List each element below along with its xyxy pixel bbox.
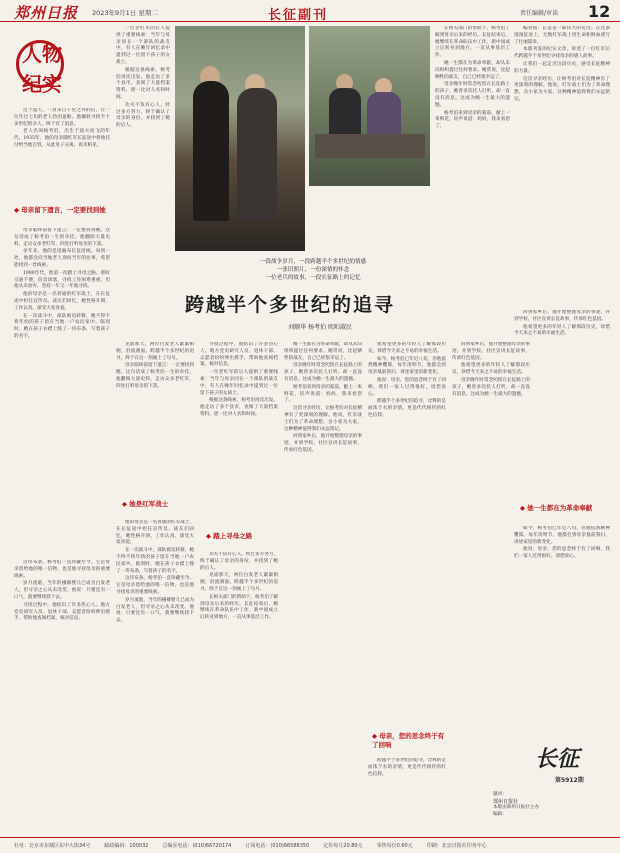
column-1b bbox=[14, 560, 110, 830]
editor-box bbox=[493, 792, 615, 818]
paragraph: 见面那天，两位白发老人紧紧相拥，泪流满面。跨越半个多世纪的追寻，终于在这一刻画上了句号。 bbox=[116, 342, 194, 361]
person-figure bbox=[193, 81, 229, 221]
column-1a bbox=[14, 228, 110, 558]
paragraph: 他的母亲是一名普通的红军战士，在长征途中担任宣传员。战友们回忆，她性格开朗，工作认真，深受大家喜爱。 bbox=[116, 520, 194, 546]
page-header bbox=[0, 0, 620, 22]
paragraph: 杨考伯来到母亲的墓前，献上一束鲜花，轻声说道：妈妈，我来看您了。 bbox=[284, 384, 362, 404]
paragraph: 他的母亲是一名普通的红军战士，在长征途中担任宣传员。战友们回忆，她性格开朗，工作认真，深受大家喜爱。 bbox=[14, 292, 110, 311]
column-3-bottom bbox=[200, 552, 278, 830]
column-2-bottom bbox=[116, 520, 194, 830]
column-2-top bbox=[116, 26, 170, 256]
paragraph: 在相关部门的帮助下，杨考伯了解到母亲后来的经历。长征结束后，她继续在革命队伍中工作，新中国成立后转业到地方，一直从事基层工作。 bbox=[435, 26, 510, 59]
subhead-2: ◆ 她是红军战士 bbox=[122, 500, 192, 509]
column-4-top bbox=[514, 26, 610, 306]
footer-monthly-price: 定价每月20.80元 bbox=[323, 843, 363, 849]
paragraph: 见面那天，两位白发老人紧紧相拥，泪流满面。跨越半个多世纪的追寻，终于在这一刻画上了句号。 bbox=[200, 573, 278, 592]
column-3-top bbox=[435, 26, 510, 284]
paragraph: 在相关部门的帮助下，杨考伯了解到母亲后来的经历。长征结束后，她继续在革命队伍中工作，新中国成立后转业到地方，一直从事基层工作。 bbox=[200, 594, 278, 621]
paragraph: 回到家乡后，他开始整理母亲的事迹，并到学校、社区宣讲长征故事，传承红色基因。 bbox=[284, 434, 362, 453]
subhead-5: ◆ 母亲，您的思念终于有了回响 bbox=[372, 732, 446, 750]
paragraph: 在一次战斗中，部队被迫转移，她不得不将年幼的孩子留在当地一户农民家中。临别时，她在孩子衣襟上缝了一块布条，写着孩子的名字。 bbox=[14, 313, 110, 339]
footer-retail-price: 零售每份0.60元 bbox=[376, 843, 413, 849]
paragraph: 如今，杨考伯已年近八旬，但他依然精神矍铄。每年清明节，他都会到母亲墓前祭扫，讲述家里的新变化。 bbox=[368, 356, 446, 376]
masthead: 郑州日报 bbox=[14, 4, 79, 22]
paragraph: 岁月流逝，当年的襁褓婴儿已成为白发老人，但寻亲之心从未改变。他说：只要还有一口气，就要继续找下去。 bbox=[116, 597, 194, 624]
paragraph: 一位老红军的后人提供了重要线索：当年与母亲同在一个部队的战友中，有人在晚年回忆录中提到过一位留下孩子的女战士。 bbox=[116, 26, 170, 65]
paragraph: 母亲晚年时常念叨留在长征路上的孩子，她曾多次托人打听，却一直没有消息。这成为她一生最大的遗憾。 bbox=[284, 363, 362, 382]
page-number: 12 bbox=[588, 2, 611, 21]
footer-postcode: 邮政编码：100032 bbox=[104, 843, 149, 849]
column-5-bottom bbox=[368, 758, 446, 830]
paragraph: 回到家乡后，他开始整理母亲的事迹，并到学校、社区宣讲长征故事，传承红色基因。 bbox=[514, 310, 610, 322]
bench-photo bbox=[309, 26, 430, 186]
paragraph: 母亲晚年时常念叨留在长征路上的孩子，她曾多次托人打听，却一直没有消息。这成为她一生最大的遗憾。 bbox=[452, 377, 530, 397]
photo-captions bbox=[188, 258, 438, 282]
paragraph: 一位老红军的后人提供了重要线索：当年与母亲同在一个部队的战友中，有人在晚年回忆录中提到过一位留下孩子的女战士。 bbox=[200, 370, 278, 396]
paragraph: 他希望更多的年轻人了解那段历史，珍惜今天来之不易的幸福生活。 bbox=[452, 363, 530, 376]
couple-portrait-photo bbox=[175, 26, 305, 251]
subhead-4: ◆ 她一生都在为革命奉献 bbox=[520, 504, 610, 513]
bench bbox=[315, 134, 425, 158]
paragraph: 他说：母亲，您的思念终于有了回响，我们一家人过得很好，请您放心。 bbox=[514, 547, 610, 560]
caption-line: 一段战争岁月，一段跨越半个多世纪的情感 bbox=[259, 259, 367, 265]
issue-number: 第5912期 bbox=[555, 777, 584, 784]
paragraph: 跨越半个多世纪的追寻，诠释的是血浓于水的亲情，更是代代相传的红色信仰。 bbox=[368, 758, 446, 777]
footer-printer: 印刷：北京日报社印务中心 bbox=[426, 843, 487, 849]
editor-box-editor: 编辑： bbox=[493, 811, 507, 817]
paragraph: 编者按：长征是一部伟大的史诗。在这条漫漫征途上，无数红军战士用生命和鲜血谱写了壮丽篇章。 bbox=[514, 26, 610, 45]
paragraph: 他说：母亲，您的思念终于有了回响，我们一家人过得很好，请您放心。 bbox=[368, 377, 446, 397]
calligraphy-signature: 长征 bbox=[535, 746, 580, 772]
person-figure bbox=[237, 88, 277, 220]
paragraph: 杨考伯来到母亲的墓前，献上一束鲜花，轻声说道：妈妈，我来看您了。 bbox=[435, 110, 510, 130]
column-3-lower bbox=[200, 342, 278, 527]
footer-address: 社址：北京市东城区东中大街34号 bbox=[14, 843, 91, 849]
paragraph: 岁月流逝，当年的襁褓婴儿已成为白发老人，但寻亲之心从未改变。他说：只要还有一口气，就要继续找下去。 bbox=[14, 581, 110, 600]
article-byline: 刘顺华 杨考伯 欧阳淑民 bbox=[288, 324, 352, 331]
paragraph: 她一生都在为革命奉献，却从未向组织提过任何要求。她常说，比起牺牲的战友，自己已经很幸运了。 bbox=[435, 60, 510, 80]
editor-box-note: 本版由郑州日报社主办 bbox=[493, 805, 539, 810]
paragraph: 他希望更多的年轻人了解那段历史，珍惜今天来之不易的幸福生活。 bbox=[368, 342, 446, 354]
paragraph: 母亲临终前留下遗言：一定要找到她。这句话成了杨考伯一生的牵挂。他翻阅大量史料，走访众多老红军，四处打听母亲的下落。 bbox=[14, 228, 110, 247]
editor-box-title: 题词： bbox=[493, 792, 507, 797]
paragraph: 母亲晚年时常念叨留在长征路上的孩子，她曾多次托人打听，却一直没有消息。这成为她一生最大的遗憾。 bbox=[435, 82, 510, 108]
column-7-bottom bbox=[514, 526, 610, 736]
paragraph: 寻找过程中，他结识了许多热心人。地方党史研究人员、退休干部、志愿者纷纷伸出援手，帮助他查阅档案、核对信息。 bbox=[14, 602, 110, 622]
paragraph: 回到家乡后，他开始整理母亲的事迹，并到学校、社区宣讲长征故事，传承红色基因。 bbox=[452, 342, 530, 361]
paragraph: 1980年代，他第一次踏上寻母之路。那时交通不便，信息闭塞，寻找工作困难重重。但他从未放弃，坚持一年又一年地寻找。 bbox=[14, 270, 110, 290]
column-7-lower bbox=[514, 310, 610, 500]
paragraph: 功夫不负有心人。经过多方努力，终于确认了母亲的身份，并找到了她的后人。 bbox=[200, 552, 278, 571]
column-4-lower bbox=[284, 342, 362, 830]
column-logo bbox=[12, 34, 68, 104]
paragraph: 她一生都在为革命奉献，却从未向组织提过任何要求。她常说，比起牺牲的战友，自己已经很幸运了。 bbox=[284, 342, 362, 361]
paragraph: 在一次战斗中，部队被迫转移，她不得不将年幼的孩子留在当地一户农民家中。临别时，她在孩子衣襟上缝了一块布条，写着孩子的名字。 bbox=[116, 548, 194, 574]
section-title: 长征副刊 bbox=[268, 8, 329, 23]
paragraph: 他希望更多的年轻人了解那段历史，珍惜今天来之不易的幸福生活。 bbox=[514, 324, 610, 337]
paragraph: 多年来，他的足迹遍布长征沿线。每到一处，他都会向当地老人询问当年的往事，希望能找到一丝线索。 bbox=[14, 249, 110, 268]
subhead-3: ◆ 踏上寻母之路 bbox=[206, 532, 276, 541]
paragraph: 跨越半个多世纪的追寻，诠释的是血浓于水的亲情，更是代代相传的红色信仰。 bbox=[368, 399, 446, 418]
editor-credit: 责任编辑/审读 bbox=[520, 10, 559, 17]
paragraph: 这个夏天，一封来自千里之外的信，让一位年过七旬的老人热泪盈眶。他辗转寻找半个多世纪的亲人，终于有了消息。 bbox=[14, 108, 110, 127]
paragraph: 老人名叫杨考伯，出生于战火纷飞的年代。1935年，他的母亲随红军长征途中将他托付给当地百姓。从此母子分离，再未相见。 bbox=[14, 129, 110, 148]
logo-line-1: 人物 bbox=[22, 42, 62, 66]
paragraph: 母亲临终前留下遗言：一定要找到她。这句话成了杨考伯一生的牵挂。他翻阅大量史料，走访众多老红军，四处打听母亲的下落。 bbox=[116, 363, 194, 389]
paragraph: 这次寻亲经历，让杨考伯对长征精神有了更深刻的理解。他说，红军战士们为了革命理想，舍小家为大家，这种精神值得我们永远铭记。 bbox=[514, 76, 610, 102]
editor-box-publisher: 郑州日报社 bbox=[493, 798, 519, 805]
issue-date: 2023年9月1日 星期二 bbox=[92, 9, 158, 17]
paragraph: 根据这条线索，杨考伯再次出发。他走访了多个县市，查阅了大量档案资料，逐一比对人名和时间。 bbox=[200, 398, 278, 417]
footer-phone: 总编室电话：(010)66720174 bbox=[162, 843, 232, 849]
paragraph: 让我们一起走近这段历史，感受长征精神的力量。 bbox=[514, 61, 610, 74]
paragraph: 根据这条线索，杨考伯再次出发。他走访了多个县市，查阅了大量档案资料，逐一比对人名和时间。 bbox=[116, 67, 170, 100]
paragraph: 这次寻亲经历，让杨考伯对长征精神有了更深刻的理解。他说，红军战士们为了革命理想，舍小家为大家，这种精神值得我们永远铭记。 bbox=[284, 406, 362, 432]
column-1-intro bbox=[14, 108, 110, 200]
paragraph: 本版刊发的纪实文章，讲述了一位红军后代跨越半个多世纪寻找母亲的感人故事。 bbox=[514, 47, 610, 60]
caption-line: 一位老兵的故事，一段长征路上的记忆 bbox=[265, 275, 361, 281]
subhead-1: ◆ 母亲留下遗言，一定要找到她 bbox=[14, 206, 110, 215]
column-5-lower bbox=[368, 342, 446, 727]
paragraph: 这块布条，杨考伯一直珍藏至今。它是母亲留给他的唯一信物，也是他寻找母亲的重要线索。 bbox=[116, 576, 194, 595]
photo-block bbox=[175, 26, 430, 256]
caption-line: 一张旧照片，一份深情的怀念 bbox=[276, 267, 350, 273]
paragraph: 寻找过程中，他结识了许多热心人。地方党史研究人员、退休干部、志愿者纷纷伸出援手，帮助他查阅档案、核对信息。 bbox=[200, 342, 278, 368]
column-2-lower bbox=[116, 342, 194, 492]
footer-subscription: 订阅电话：(010)66588350 bbox=[245, 843, 310, 849]
article-title: 跨越半个多世纪的追寻 bbox=[184, 294, 395, 316]
paragraph: 这块布条，杨考伯一直珍藏至今。它是母亲留给他的唯一信物，也是他寻找母亲的重要线索。 bbox=[14, 560, 110, 579]
paragraph: 功夫不负有心人。经过多方努力，终于确认了母亲的身份，并找到了她的后人。 bbox=[116, 102, 170, 129]
paragraph: 如今，杨考伯已年近八旬，但他依然精神矍铄。每年清明节，他都会到母亲墓前祭扫，讲述家里的新变化。 bbox=[514, 526, 610, 545]
page-footer bbox=[0, 837, 620, 853]
logo-line-2: 纪实 bbox=[22, 72, 62, 96]
